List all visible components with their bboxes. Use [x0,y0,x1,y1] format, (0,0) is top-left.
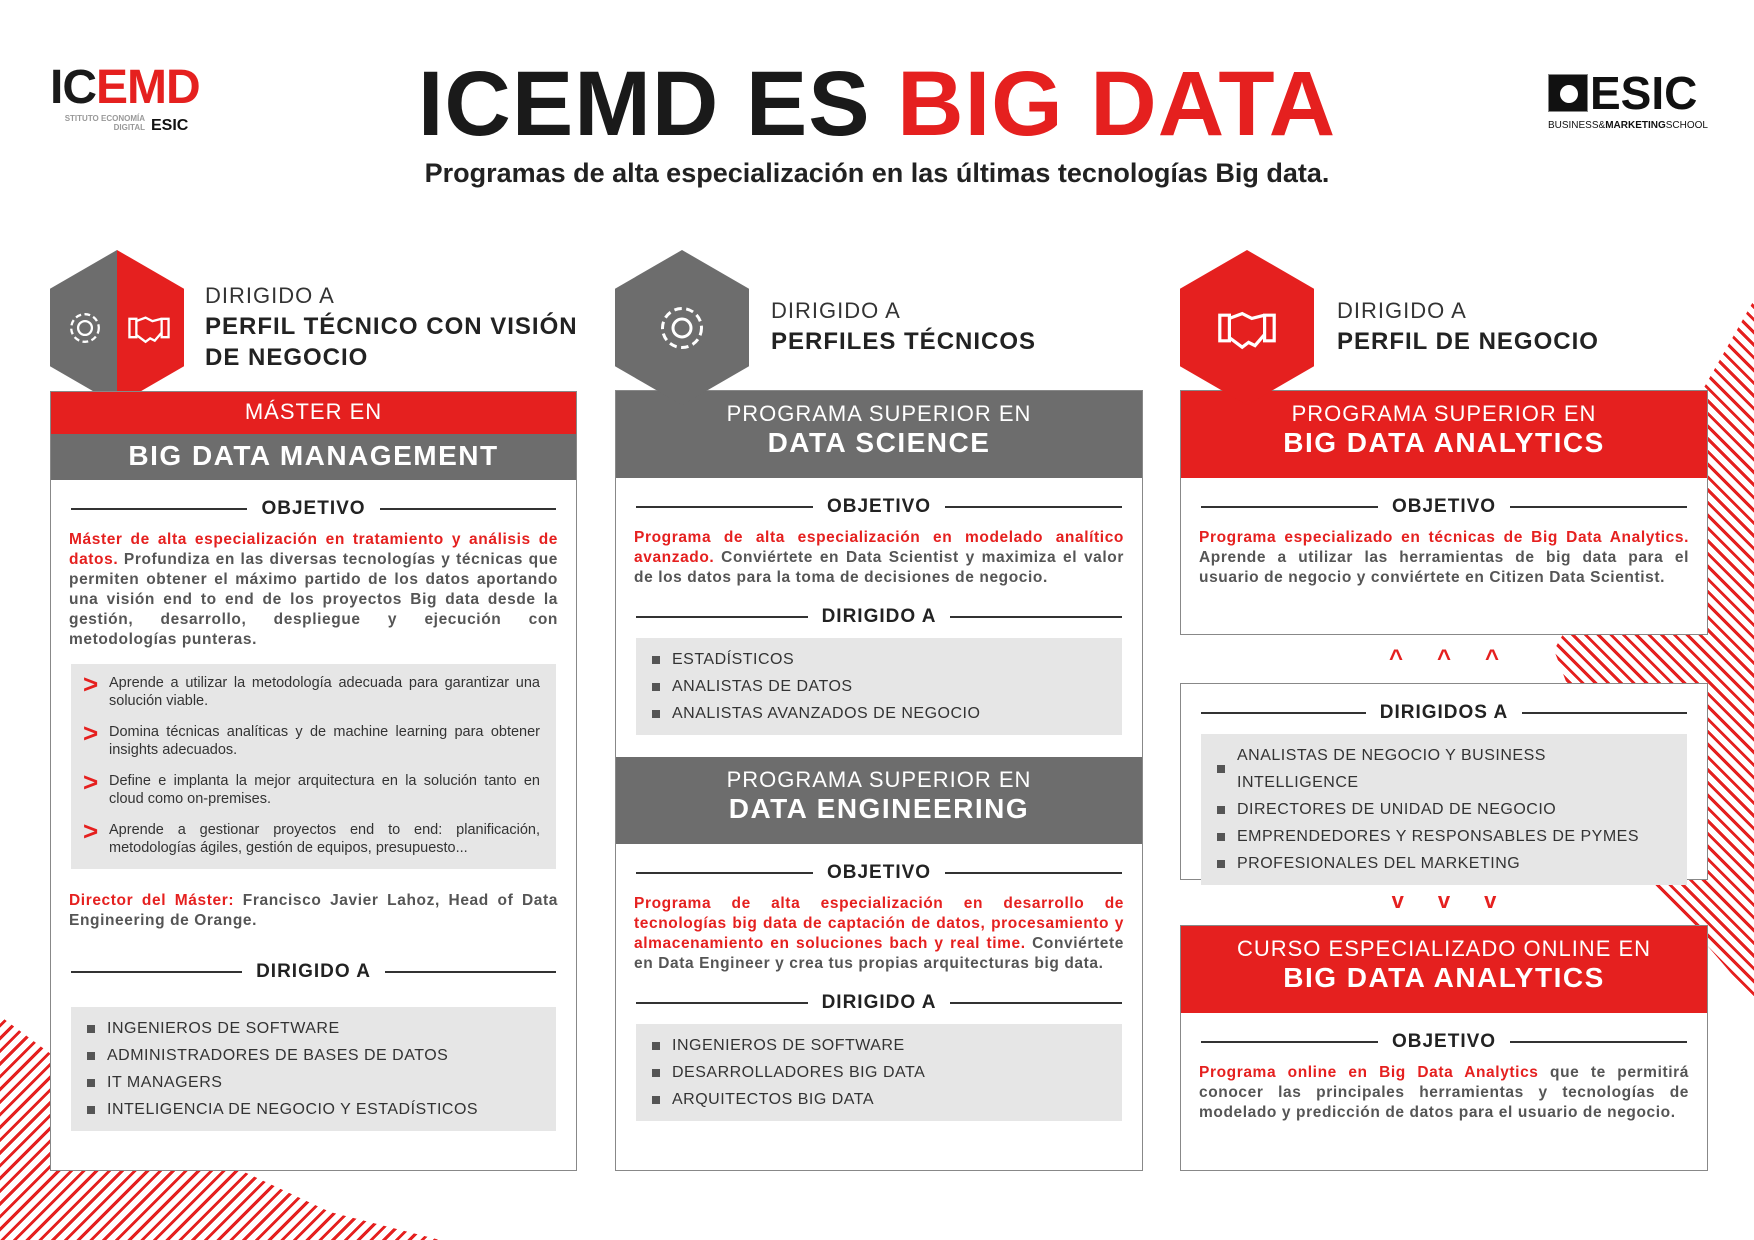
gear-icon [652,298,712,358]
list-item: INGENIEROS DE SOFTWARE [87,1015,540,1042]
objective-text: Programa online en Big Data Analytics que te permitirá conocer las principales herramientas y tecnologías de modelado y predicción de datos para el usuario de negocio. [1199,1064,1689,1121]
section-dirigido: DIRIGIDO A [636,992,1122,1014]
list-item: > Define e implanta la mejor arquitectura en la solución tanto en cloud como on-premises. [83,767,540,807]
objective-text: Programa de alta especialización en desarrollo de tecnologías big data de captación de datos, procesamiento y almacenamiento en soluciones bach y real time. Conviértete en Data Engineer y crea tus propias arquitecturas big data. [634,895,1124,972]
list-item: ANALISTAS AVANZADOS DE NEGOCIO [652,700,1106,727]
program-card-online-analytics: CURSO ESPECIALIZADO ONLINE EN BIG DATA ANALYTICS OBJETIVO Programa online en Big Data Analytics que te permitirá conocer las principales herramientas y tecnologías de modelado y predicción de datos para el usuario de negocio. [1180,925,1708,1171]
section-dirigido: DIRIGIDO A [636,606,1122,628]
icemd-logo: ICEMD STITUTO ECONOMÍA DIGITAL ESIC [50,61,200,134]
gear-hex [615,250,749,405]
program-card-big-data-management: MÁSTER EN BIG DATA MANAGEMENT OBJETIVO Máster de alta especialización en tratamiento y análisis de datos. Profundiza en las diversas tecnologías y técnicas que permiten obtener el máximo partido de los datos aportando una visión end to end de los proyectos Big data desde la gestión, desarrollo, despliegue y ejecución con metodologías punteras. > Aprende a utilizar la metodología adecuada para garantizar una solución viable. > Domina técnicas analíticas y de machine learning para obtener insights adecuados. > Define e implanta la mejor arquitectura en la solución tanto en cloud como on-premises. > Aprende a gestionar proyectos end to end: planificación, metodologías ágiles, gestión de equipos, presupuesto... Director del Máster: Francisco Javier Lahoz, Head of Data Engineering de Orange. DIRIGIDO A INGENIEROS DE SOFTWARE ADMINISTRADORES DE BASES DE DATOS IT MANAGERS INTELIGENCIA DE NEGOCIO Y ESTADÍSTICOS [50,391,577,1171]
list-item: ADMINISTRADORES DE BASES DE DATOS [87,1042,540,1069]
chevron-up-icon: ^ [1388,645,1403,672]
audience-label: DIRIGIDO A PERFIL DE NEGOCIO [1337,298,1599,355]
list-item: PROFESIONALES DEL MARKETING [1217,850,1671,877]
target-list [636,1024,1122,1121]
chevron-right-icon: > [83,816,99,846]
target-list [636,638,1122,735]
target-list [1201,734,1687,885]
handshake-hex [1180,250,1314,405]
gear-handshake-hex [50,250,184,405]
list-item: DESARROLLADORES BIG DATA [652,1059,1106,1086]
chevron-up-icon: ^ [1485,645,1500,672]
shared-audience-card [1180,683,1708,880]
page-subtitle: Programas de alta especialización en las últimas tecnologías Big data. [424,158,1330,188]
section-dirigido: DIRIGIDO A [71,961,556,983]
objective-text: Programa de alta especialización en modelado analítico avanzado. Conviértete en Data Scientist y maximiza el valor de los datos para la toma de decisiones de negocio. [634,529,1124,586]
list-item: > Aprende a gestionar proyectos end to end: planificación, metodologías ágiles, gestión de equipos, presupuesto... [83,816,540,856]
page-title: ICEMD ES BIG DATA [417,53,1337,155]
section-objetivo: OBJETIVO [1201,496,1687,518]
target-list [71,1007,556,1131]
chevron-right-icon: > [83,718,99,748]
list-item: DIRECTORES DE UNIDAD DE NEGOCIO [1217,796,1671,823]
director-text: Director del Máster: Francisco Javier Lahoz, Head of Data Engineering de Orange. [69,892,558,929]
list-item: ARQUITECTOS BIG DATA [652,1086,1106,1113]
program-card-big-data-analytics: PROGRAMA SUPERIOR EN BIG DATA ANALYTICS OBJETIVO Programa especializado en técnicas de Big Data Analytics. Aprende a utilizar las herramientas de big data para el usuario de negocio y conviértete en Citizen Data Scientist. [1180,390,1708,635]
chevron-down-icon: v [1437,888,1451,913]
list-item: EMPRENDEDORES Y RESPONSABLES DE PYMES [1217,823,1671,850]
esic-logo: ESIC BUSINESS&MARKETINGSCHOOL [1547,67,1708,131]
benefits-list [71,664,556,869]
arrows-down [1180,888,1708,914]
audience-label: DIRIGIDO A PERFIL TÉCNICO CON VISIÓN DE NEGOCIO [205,283,578,371]
chevron-down-icon: v [1484,888,1497,913]
chevron-down-icon: v [1391,888,1404,913]
list-item: ANALISTAS DE DATOS [652,673,1106,700]
list-item: > Aprende a utilizar la metodología adecuada para garantizar una solución viable. [83,669,540,709]
chevron-up-icon: ^ [1436,645,1451,672]
list-item: ESTADÍSTICOS [652,646,1106,673]
list-item: INTELIGENCIA DE NEGOCIO Y ESTADÍSTICOS [87,1096,540,1123]
chevron-right-icon: > [83,669,99,699]
chevron-right-icon: > [83,767,99,797]
section-objetivo: OBJETIVO [71,498,556,520]
gear-icon [62,305,108,351]
handshake-icon [126,305,172,351]
section-objetivo: OBJETIVO [636,496,1122,518]
audience-label: DIRIGIDO A PERFILES TÉCNICOS [771,298,1037,355]
objective-text: Programa especializado en técnicas de Big Data Analytics. Aprende a utilizar las herramientas de big data para el usuario de negocio y conviértete en Citizen Data Scientist. [1199,529,1689,586]
handshake-icon [1215,296,1279,360]
section-objetivo: OBJETIVO [1201,1031,1687,1053]
arrows-up [1180,645,1708,673]
program-card-data-science-engineering: PROGRAMA SUPERIOR EN DATA SCIENCE OBJETIVO Programa de alta especialización en modelado analítico avanzado. Conviértete en Data Scientist y maximiza el valor de los datos para la toma de decisiones de negocio. DIRIGIDO A ESTADÍSTICOS ANALISTAS DE DATOS ANALISTAS AVANZADOS DE NEGOCIO PROGRAMA SUPERIOR EN DATA ENGINEERING OBJETIVO Programa de alta especialización en desarrollo de tecnologías big data de captación de datos, procesamiento y almacenamiento en soluciones bach y real time. Conviértete en Data Engineer y crea tus propias arquitecturas big data. DIRIGIDO A INGENIEROS DE SOFTWARE DESARROLLADORES BIG DATA ARQUITECTOS BIG DATA [615,390,1143,1171]
list-item: IT MANAGERS [87,1069,540,1096]
list-item: > Domina técnicas analíticas y de machine learning para obtener insights adecuados. [83,718,540,758]
section-objetivo: OBJETIVO [636,862,1122,884]
list-item: INGENIEROS DE SOFTWARE [652,1032,1106,1059]
list-item: ANALISTAS DE NEGOCIO Y BUSINESS INTELLIGENCE [1217,742,1671,796]
objective-text: Máster de alta especialización en tratamiento y análisis de datos. Profundiza en las diversas tecnologías y técnicas que permiten obtener el máximo partido de los datos aportando una visión end to end de los proyectos Big data desde la gestión, desarrollo, despliegue y ejecución con metodologías punteras. [69,531,558,648]
section-dirigidos: DIRIGIDOS A [1201,702,1687,724]
